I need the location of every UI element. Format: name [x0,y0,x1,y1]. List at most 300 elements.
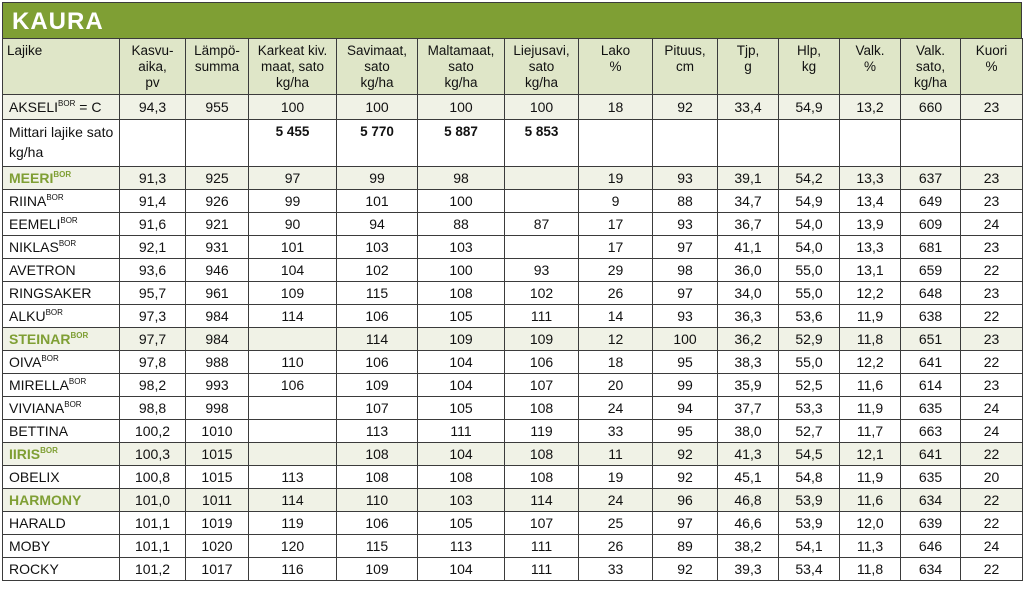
table-row [3,305,1023,328]
table-cell: 9 [579,190,653,213]
table-cell: 36,7 [718,213,779,236]
variety-name: VIVIANA [9,400,65,416]
table-cell: 34,7 [718,190,779,213]
table-cell: 93 [505,259,579,282]
variety-name: HARMONY [9,492,82,508]
table-cell: 23 [961,328,1023,351]
variety-name-cell [3,167,120,190]
table-cell: 46,6 [718,512,779,535]
table-cell: 119 [249,512,337,535]
table-cell: 946 [186,259,249,282]
table-cell: 17 [579,213,653,236]
variety-name: OBELIX [9,469,60,485]
table-row [3,95,1023,120]
variety-name: MOBY [9,538,51,554]
table-cell: 36,3 [718,305,779,328]
table-cell: 38,2 [718,535,779,558]
table-cell: 13,3 [840,236,901,259]
table-cell: 54,0 [779,236,840,259]
table-cell: 20 [961,466,1023,489]
table-cell [505,167,579,190]
variety-name-cell [3,558,120,581]
variety-name-cell [3,282,120,305]
table-cell: 24 [961,213,1023,236]
table-cell: 101,1 [120,512,186,535]
table-cell: 106 [337,351,418,374]
table-cell: 88 [418,213,505,236]
column-header: Liejusavi, sato kg/ha [505,39,579,95]
table-cell: 19 [579,167,653,190]
table-cell: 109 [505,328,579,351]
table-cell [653,120,718,167]
table-cell [579,120,653,167]
table-cell: 92 [653,466,718,489]
column-header: Lämpö- summa [186,39,249,95]
table-row [3,489,1023,512]
table-cell: 114 [505,489,579,512]
table-cell: 993 [186,374,249,397]
table-cell: 33 [579,558,653,581]
column-header: Tjp, g [718,39,779,95]
variety-name: NIKLAS [9,239,59,255]
table-cell: 660 [901,95,961,120]
table-cell: 36,2 [718,328,779,351]
table-cell: 11,7 [840,420,901,443]
table-title: KAURA [2,2,1022,38]
table-row [3,466,1023,489]
table-cell: 955 [186,95,249,120]
variety-name: Mittari lajike sato kg/ha [9,124,114,160]
table-cell: 100,2 [120,420,186,443]
table-cell: 100 [418,259,505,282]
variety-name-cell [3,489,120,512]
variety-name-cell [3,374,120,397]
variety-name: RINGSAKER [9,285,92,301]
table-cell: 111 [418,420,505,443]
table-cell: 921 [186,213,249,236]
table-cell: 52,7 [779,420,840,443]
table-cell: 111 [505,305,579,328]
table-cell: 98 [418,167,505,190]
variety-superscript: BOR [46,193,64,202]
table-row [3,558,1023,581]
table-cell: 13,4 [840,190,901,213]
table-cell: 104 [249,259,337,282]
variety-superscript: BOR [64,400,82,409]
variety-name-cell [3,420,120,443]
table-cell: 106 [505,351,579,374]
table-cell: 108 [505,443,579,466]
table-cell: 55,0 [779,351,840,374]
variety-superscript: BOR [60,216,78,225]
table-cell [249,420,337,443]
variety-table [2,38,1023,581]
table-cell: 54,1 [779,535,840,558]
table-cell: 101,0 [120,489,186,512]
table-cell: 24 [961,535,1023,558]
table-cell [505,236,579,259]
table-cell: 104 [418,351,505,374]
kaura-table-container [2,2,1022,581]
table-cell: 11,6 [840,374,901,397]
table-cell: 26 [579,282,653,305]
column-header: Savimaat, sato kg/ha [337,39,418,95]
table-cell: 98,2 [120,374,186,397]
table-cell: 99 [653,374,718,397]
table-cell: 11,8 [840,558,901,581]
variety-name-cell [3,443,120,466]
table-row [3,512,1023,535]
table-cell: 109 [249,282,337,305]
table-cell: 998 [186,397,249,420]
table-cell [840,120,901,167]
variety-superscript: BOR [41,354,59,363]
variety-superscript: BOR [58,239,77,248]
table-cell: 92 [653,558,718,581]
table-cell: 95 [653,351,718,374]
table-cell: 1019 [186,512,249,535]
table-cell: 92,1 [120,236,186,259]
table-cell: 93,6 [120,259,186,282]
variety-name-cell [3,466,120,489]
table-cell: 925 [186,167,249,190]
table-cell: 13,3 [840,167,901,190]
table-cell: 54,0 [779,213,840,236]
variety-name: OIVA [9,354,42,370]
table-cell: 91,4 [120,190,186,213]
table-cell: 11 [579,443,653,466]
column-header: Valk. sato, kg/ha [901,39,961,95]
variety-name-cell [3,95,120,120]
table-cell: 36,0 [718,259,779,282]
table-cell: 931 [186,236,249,259]
table-cell: 104 [418,374,505,397]
table-cell: 101 [249,236,337,259]
table-body [3,95,1023,581]
variety-name-cell [3,190,120,213]
table-cell: 45,1 [718,466,779,489]
table-cell: 1010 [186,420,249,443]
table-cell: 13,2 [840,95,901,120]
table-cell: 22 [961,558,1023,581]
table-row [3,535,1023,558]
table-cell: 11,9 [840,305,901,328]
table-cell: 26 [579,535,653,558]
table-cell: 13,9 [840,213,901,236]
table-cell: 106 [337,305,418,328]
table-cell: 12 [579,328,653,351]
table-cell: 646 [901,535,961,558]
table-cell: 54,8 [779,466,840,489]
table-cell: 22 [961,489,1023,512]
table-cell: 926 [186,190,249,213]
table-cell: 5 887 [418,120,505,167]
table-cell: 106 [249,374,337,397]
table-cell: 13,1 [840,259,901,282]
table-cell: 24 [961,420,1023,443]
table-row [3,167,1023,190]
table-cell: 101,2 [120,558,186,581]
table-row [3,120,1023,167]
variety-name-cell [3,120,120,167]
column-header: Karkeat kiv. maat, sato kg/ha [249,39,337,95]
table-cell [249,443,337,466]
table-row [3,190,1023,213]
variety-name-cell [3,535,120,558]
table-cell: 23 [961,95,1023,120]
variety-name-cell [3,351,120,374]
table-cell: 11,3 [840,535,901,558]
table-cell: 54,9 [779,95,840,120]
table-cell: 114 [249,305,337,328]
table-cell: 639 [901,512,961,535]
variety-name: MIRELLA [9,377,69,393]
table-cell: 107 [505,374,579,397]
table-cell: 988 [186,351,249,374]
table-cell: 29 [579,259,653,282]
table-cell: 94,3 [120,95,186,120]
table-cell: 24 [579,489,653,512]
table-cell: 114 [337,328,418,351]
table-cell: 648 [901,282,961,305]
table-cell: 97,8 [120,351,186,374]
table-cell: 35,9 [718,374,779,397]
table-cell: 108 [418,282,505,305]
table-cell: 41,1 [718,236,779,259]
table-cell: 90 [249,213,337,236]
table-cell: 24 [961,397,1023,420]
table-cell: 23 [961,374,1023,397]
table-cell: 1017 [186,558,249,581]
table-cell: 102 [505,282,579,305]
table-cell [961,120,1023,167]
table-cell: 54,9 [779,190,840,213]
table-cell: 94 [337,213,418,236]
table-row [3,236,1023,259]
table-cell: 23 [961,167,1023,190]
table-cell: 108 [337,443,418,466]
table-cell: 22 [961,512,1023,535]
table-cell: 116 [249,558,337,581]
table-cell: 39,1 [718,167,779,190]
table-cell: 20 [579,374,653,397]
table-cell: 52,5 [779,374,840,397]
table-cell: 659 [901,259,961,282]
table-cell: 984 [186,328,249,351]
table-cell: 23 [961,190,1023,213]
table-cell [901,120,961,167]
table-cell: 5 853 [505,120,579,167]
table-cell: 649 [901,190,961,213]
table-cell: 11,6 [840,489,901,512]
table-cell: 93 [653,305,718,328]
variety-name: AVETRON [9,262,76,278]
table-cell: 108 [337,466,418,489]
column-header: Lajike [3,39,120,95]
table-cell: 11,9 [840,466,901,489]
table-cell: 104 [418,443,505,466]
table-cell: 95 [653,420,718,443]
table-cell: 95,7 [120,282,186,305]
table-cell: 34,0 [718,282,779,305]
table-cell: 53,4 [779,558,840,581]
column-header: Lako % [579,39,653,95]
variety-name-cell [3,259,120,282]
table-cell: 614 [901,374,961,397]
table-cell: 100,8 [120,466,186,489]
table-cell: 110 [249,351,337,374]
table-cell: 635 [901,397,961,420]
table-cell: 22 [961,259,1023,282]
table-cell: 38,3 [718,351,779,374]
table-cell: 39,3 [718,558,779,581]
table-cell: 1020 [186,535,249,558]
table-cell: 108 [505,397,579,420]
table-cell: 111 [505,535,579,558]
table-cell: 638 [901,305,961,328]
table-cell: 22 [961,351,1023,374]
table-cell: 634 [901,489,961,512]
table-cell: 38,0 [718,420,779,443]
table-cell: 113 [418,535,505,558]
table-cell: 53,9 [779,489,840,512]
table-cell [505,190,579,213]
variety-superscript: BOR [58,99,76,108]
table-cell: 97 [653,282,718,305]
table-cell: 12,1 [840,443,901,466]
table-cell: 108 [505,466,579,489]
column-header: Hlp, kg [779,39,840,95]
table-cell: 91,6 [120,213,186,236]
variety-name: STEINAR [9,331,71,347]
variety-name-cell [3,305,120,328]
column-header: Kasvu- aika, pv [120,39,186,95]
table-cell: 1015 [186,443,249,466]
table-cell: 681 [901,236,961,259]
table-cell: 100 [505,95,579,120]
table-cell: 91,3 [120,167,186,190]
table-cell: 97,3 [120,305,186,328]
table-cell: 17 [579,236,653,259]
table-cell: 115 [337,282,418,305]
table-cell: 104 [418,558,505,581]
table-cell: 110 [337,489,418,512]
table-cell: 93 [653,167,718,190]
table-cell: 12,2 [840,282,901,305]
table-cell: 100,3 [120,443,186,466]
table-row [3,282,1023,305]
table-cell: 41,3 [718,443,779,466]
table-cell: 635 [901,466,961,489]
table-cell: 609 [901,213,961,236]
table-cell: 111 [505,558,579,581]
variety-name: BETTINA [9,423,69,439]
table-cell: 99 [337,167,418,190]
table-cell: 98 [653,259,718,282]
variety-name: RIINA [9,193,47,209]
table-cell: 97,7 [120,328,186,351]
table-cell: 11,9 [840,397,901,420]
table-cell: 89 [653,535,718,558]
table-cell: 23 [961,236,1023,259]
table-cell: 100 [418,190,505,213]
table-cell: 24 [579,397,653,420]
table-cell: 106 [337,512,418,535]
column-header: Pituus, cm [653,39,718,95]
table-cell: 54,5 [779,443,840,466]
table-cell: 103 [337,236,418,259]
table-cell: 53,9 [779,512,840,535]
variety-name-cell [3,328,120,351]
table-cell: 94 [653,397,718,420]
table-cell [249,397,337,420]
table-cell: 54,2 [779,167,840,190]
variety-superscript: BOR [68,377,87,386]
variety-name-cell [3,397,120,420]
table-cell: 88 [653,190,718,213]
table-cell: 5 770 [337,120,418,167]
table-cell: 102 [337,259,418,282]
table-cell: 96 [653,489,718,512]
table-cell: 22 [961,305,1023,328]
table-cell: 1011 [186,489,249,512]
variety-name-cell [3,236,120,259]
table-cell: 105 [418,512,505,535]
table-cell: 651 [901,328,961,351]
table-cell: 22 [961,443,1023,466]
variety-name-cell [3,512,120,535]
variety-name: ALKU [9,308,46,324]
table-cell: 97 [653,236,718,259]
table-cell: 55,0 [779,259,840,282]
table-row [3,259,1023,282]
table-cell: 641 [901,351,961,374]
variety-superscript: BOR [40,446,58,455]
table-cell: 100 [337,95,418,120]
table-cell: 115 [337,535,418,558]
table-row [3,351,1023,374]
table-cell: 113 [249,466,337,489]
table-cell: 97 [653,512,718,535]
table-cell: 55,0 [779,282,840,305]
variety-name: ROCKY [9,561,59,577]
table-cell: 113 [337,420,418,443]
header-row [3,39,1023,95]
table-cell: 53,6 [779,305,840,328]
table-cell: 107 [337,397,418,420]
table-cell: 46,8 [718,489,779,512]
column-header: Maltamaat, sato kg/ha [418,39,505,95]
table-row [3,213,1023,236]
table-cell: 99 [249,190,337,213]
table-cell: 105 [418,397,505,420]
table-cell: 92 [653,95,718,120]
table-cell: 114 [249,489,337,512]
table-cell: 18 [579,95,653,120]
table-cell: 108 [418,466,505,489]
variety-name: IIRIS [9,446,41,462]
table-cell: 641 [901,443,961,466]
variety-suffix: = C [75,99,102,115]
table-cell: 120 [249,535,337,558]
table-row [3,328,1023,351]
table-cell [249,328,337,351]
table-cell: 12,0 [840,512,901,535]
variety-name-cell [3,213,120,236]
table-cell: 18 [579,351,653,374]
table-cell: 12,2 [840,351,901,374]
table-cell: 98,8 [120,397,186,420]
